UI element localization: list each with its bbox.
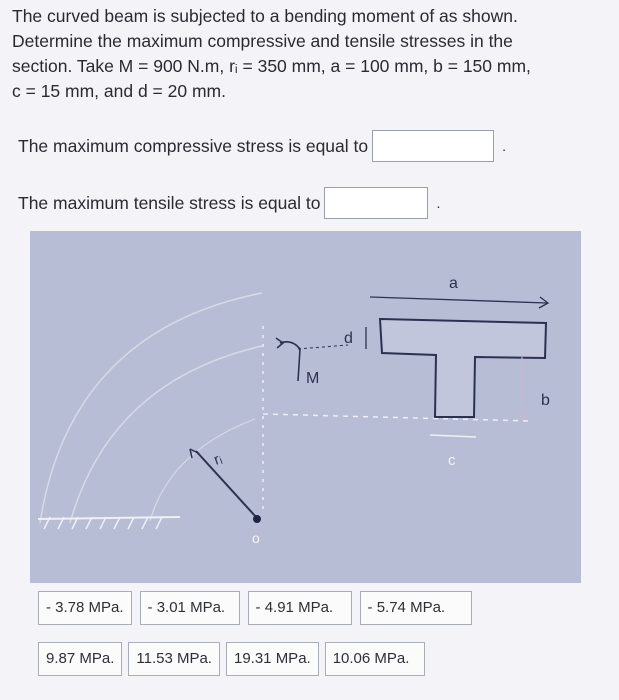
question-compressive bbox=[18, 130, 506, 162]
problem-line: c = 15 mm, and d = 20 mm. bbox=[12, 81, 226, 101]
option-tile[interactable]: 9.87 MPa. bbox=[38, 642, 122, 676]
option-tile[interactable]: - 3.78 MPa. bbox=[38, 591, 132, 625]
option-tile[interactable]: 11.53 MPa. bbox=[128, 642, 220, 676]
origin-point bbox=[253, 515, 261, 523]
tensile-answer-dropzone[interactable] bbox=[324, 187, 428, 219]
beam-arc-radius bbox=[150, 419, 255, 521]
option-tile[interactable]: - 3.01 MPa. bbox=[140, 591, 240, 625]
compressive-answer-dropzone[interactable] bbox=[372, 130, 494, 162]
a-label: a bbox=[449, 275, 458, 292]
options-row-positive bbox=[38, 642, 425, 676]
origin-label: o bbox=[252, 530, 260, 546]
a-dim-line bbox=[370, 297, 547, 303]
option-tile[interactable]: 10.06 MPa. bbox=[325, 642, 425, 676]
question-tensile-label: The maximum tensile stress is equal to bbox=[18, 192, 321, 213]
question-compressive-label: The maximum compressive stress is equal to bbox=[18, 135, 369, 156]
beam-figure bbox=[30, 231, 581, 583]
suffix-dot: . bbox=[502, 138, 507, 154]
option-tile[interactable]: - 5.74 MPa. bbox=[360, 591, 472, 625]
moment-dash bbox=[298, 345, 348, 349]
suffix-dot: . bbox=[436, 195, 441, 211]
reference-line bbox=[263, 414, 530, 421]
beam-diagram bbox=[30, 231, 581, 583]
c-label: c bbox=[448, 452, 456, 469]
c-dim-line bbox=[430, 435, 476, 437]
beam-arc-outer bbox=[40, 293, 262, 523]
question-tensile bbox=[18, 187, 440, 219]
problem-line: section. Take M = 900 N.m, rᵢ = 350 mm, a = 100 mm, b = 150 mm, bbox=[12, 56, 531, 76]
moment-arrowhead bbox=[276, 338, 283, 348]
t-section bbox=[380, 319, 546, 417]
d-label: d bbox=[344, 330, 353, 347]
beam-arc-inner bbox=[70, 346, 262, 523]
problem-line: Determine the maximum compressive and tensile stresses in the bbox=[12, 31, 513, 51]
ri-label: rᵢ bbox=[211, 450, 225, 469]
options-row-negative bbox=[38, 591, 472, 625]
option-tile[interactable]: 19.31 MPa. bbox=[226, 642, 319, 676]
ri-line bbox=[196, 451, 256, 517]
problem-line: The curved beam is subjected to a bending moment of as shown. bbox=[12, 6, 518, 26]
moment-arrow bbox=[280, 342, 300, 381]
problem-statement bbox=[12, 4, 602, 104]
b-label: b bbox=[541, 392, 550, 409]
moment-label: M bbox=[306, 370, 320, 387]
ground-line bbox=[38, 517, 180, 519]
option-tile[interactable]: - 4.91 MPa. bbox=[248, 591, 352, 625]
